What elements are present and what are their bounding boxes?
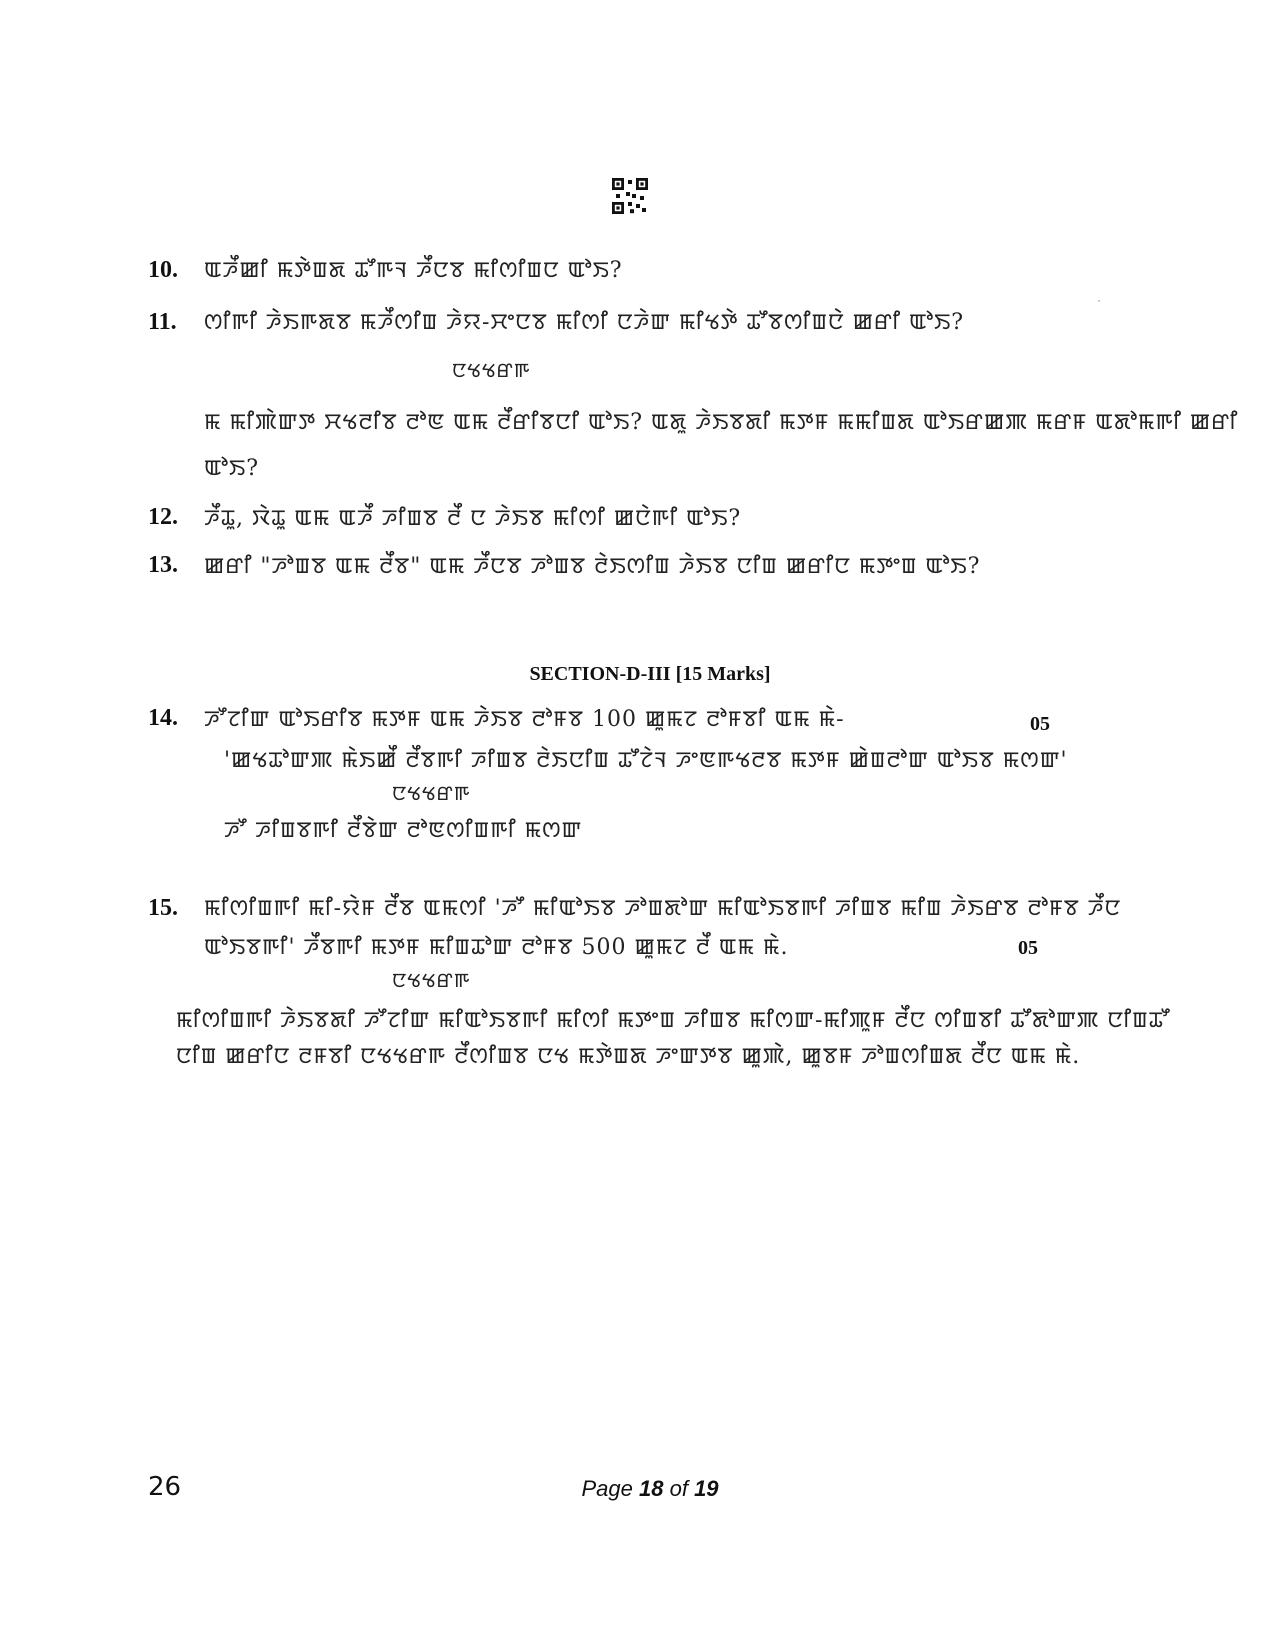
question-15-marks: 05 bbox=[1018, 937, 1038, 959]
page-current: 18 bbox=[638, 1476, 664, 1501]
paper-code: 26 bbox=[148, 1472, 182, 1502]
question-13-number: 13. bbox=[148, 552, 178, 578]
page-total: 19 bbox=[694, 1476, 719, 1501]
question-15-line-2: ꯑꯣꯏꯕꯒꯤ' ꯍꯩꯕꯒꯤ ꯃꯇꯝ ꯃꯤꯡꯊꯣꯛ ꯂꯣꯝꯕ 500 ꯀꯨꯃꯖ ꯂꯩ ꯑꯃ ꯃꯥ. bbox=[204, 935, 789, 960]
page-of: of bbox=[669, 1476, 688, 1501]
question-14-line-1: ꯍꯧꯖꯤꯛ ꯑꯣꯏꯔꯤꯕ ꯃꯇꯝ ꯑꯃ ꯍꯥꯏꯕ ꯂꯣꯝꯕ 100 ꯀꯨꯃꯖ ꯂꯣꯝꯕꯤ ꯑꯃ ꯃꯥ- bbox=[204, 707, 845, 732]
question-15-alt-line-2: ꯅꯤꯡ ꯀꯔꯤꯅ ꯂꯝꯕꯤ ꯅꯠꯠꯔꯒ ꯂꯩꯁꯤꯡꯕ ꯅꯠ ꯃꯇꯥꯡꯗ ꯍꯦꯛꯇꯕ ꯀꯨꯄꯥ, ꯀꯨꯕꯝ ꯍꯣꯡꯁꯤꯡꯗ ꯂꯩꯅ ꯑꯃ ꯃꯥ. bbox=[176, 1044, 1081, 1069]
question-14-marks: 05 bbox=[1030, 713, 1050, 735]
scan-speck bbox=[1098, 300, 1100, 302]
qr-code-icon bbox=[612, 178, 648, 214]
question-15-line-1: ꯃꯤꯁꯤꯡꯒꯤ ꯃꯤ-ꯌꯥꯝ ꯂꯩꯕ ꯑꯃꯁꯤ 'ꯍꯧ ꯃꯤꯑꯣꯏꯕ ꯍꯣꯡꯗꯣꯛ ꯃꯤꯑꯣꯏꯕꯒꯤ ꯍꯤꯡꯕ ꯃꯤꯡ ꯍꯥꯏꯔꯕ ꯂꯣꯝꯕ ꯍꯩꯅ bbox=[204, 896, 1122, 921]
question-14-alt: ꯍꯧ ꯍꯤꯡꯕꯒꯤ ꯂꯩꯕꯥꯛ ꯂꯣꯟꯁꯤꯡꯒꯤ ꯃꯁꯛ bbox=[224, 818, 583, 843]
page-prefix: Page bbox=[581, 1476, 633, 1501]
question-10-text: ꯑꯍꯩꯀꯤ ꯃꯇꯥꯡꯗ ꯊꯧꯒꯜ ꯍꯩꯅꯕ ꯃꯤꯁꯤꯡꯅ ꯑꯣꯏ? bbox=[204, 258, 623, 283]
question-11-alt-line-2: ꯑꯣꯏ? bbox=[204, 456, 259, 481]
question-15-or: ꯅꯠꯠꯔꯒ bbox=[392, 968, 471, 992]
question-15-alt-line-1: ꯃꯤꯁꯤꯡꯒꯤ ꯍꯥꯏꯕꯗꯤ ꯍꯧꯖꯤꯛ ꯃꯤꯑꯣꯏꯕꯒꯤ ꯃꯤꯁꯤ ꯃꯇꯦꯡ ꯍꯤꯡꯕ ꯃꯤꯁꯛ-ꯃꯤꯄꯨꯝ ꯂꯩꯅ ꯁꯤꯡꯕꯤ ꯊꯧꯗꯣꯛꯄ ꯅꯤꯡꯊꯧ bbox=[176, 1008, 1171, 1033]
question-12-text: ꯍꯩꯊꯨ, ꯋꯥꯊꯨ ꯑꯃ ꯑꯍꯩ ꯍꯤꯡꯕ ꯂꯩ ꯅ ꯍꯥꯏꯕ ꯃꯤꯁꯤ ꯀꯅꯥꯒꯤ ꯑꯣꯏ? bbox=[204, 506, 742, 531]
question-14-line-2: 'ꯀꯠꯊꯣꯛꯄ ꯃꯥꯏꯀꯩ ꯂꯩꯕꯒꯤ ꯍꯤꯡꯕ ꯂꯥꯏꯅꯤꯡ ꯊꯧꯖꯥꯜ ꯍꯦꯟꯒꯠꯂꯕ ꯃꯇꯝ ꯀꯥꯡꯂꯣꯛ ꯑꯣꯏꯕ ꯃꯁꯛ' bbox=[224, 748, 1068, 773]
question-15-number: 15. bbox=[148, 895, 178, 921]
question-12-number: 12. bbox=[148, 504, 178, 530]
question-14-or: ꯅꯠꯠꯔꯒ bbox=[392, 781, 471, 805]
section-heading: SECTION-D-III [15 Marks] bbox=[529, 663, 771, 685]
question-10-number: 10. bbox=[148, 257, 178, 283]
question-11-alt-line-1: ꯃ ꯃꯤꯄꯥꯛꯇ ꯆꯠꯂꯤꯕ ꯂꯣꯟ ꯑꯃ ꯂꯩꯔꯤꯕꯅꯤ ꯑꯣꯏ? ꯑꯗꯨ ꯍꯥꯏꯕꯗꯤ ꯃꯇꯝ ꯃꯃꯤꯡꯗ ꯑꯣꯏꯔꯀꯄ ꯃꯔꯝ ꯑꯗꯣꯃꯒꯤ ꯀꯔꯤ bbox=[204, 410, 1239, 435]
question-14-number: 14. bbox=[148, 705, 178, 731]
question-11-number: 11. bbox=[148, 309, 177, 335]
question-11-text: ꯁꯤꯒꯤ ꯍꯥꯏꯒꯗꯕ ꯃꯍꯩꯁꯤꯡ ꯍꯥꯌ-ꯆꯦꯅꯕ ꯃꯤꯁꯤ ꯅꯍꯥꯛ ꯃꯤꯠꯇꯥ ꯊꯧꯕꯁꯤꯡꯅꯥ ꯀꯔꯤ ꯑꯣꯏ? bbox=[204, 310, 965, 335]
question-11-or: ꯅꯠꯠꯔꯒ bbox=[452, 358, 531, 382]
page-number bbox=[0, 1476, 1275, 1502]
question-13-text: ꯀꯔꯤ "ꯍꯣꯡꯕ ꯑꯃ ꯂꯩꯕ" ꯑꯃ ꯍꯩꯅꯕ ꯍꯣꯡꯕ ꯂꯥꯏꯁꯤꯡ ꯍꯥꯏꯕ ꯅꯤꯡ ꯀꯔꯤꯅ ꯃꯇꯦꯡ ꯑꯣꯏ? bbox=[204, 554, 981, 579]
